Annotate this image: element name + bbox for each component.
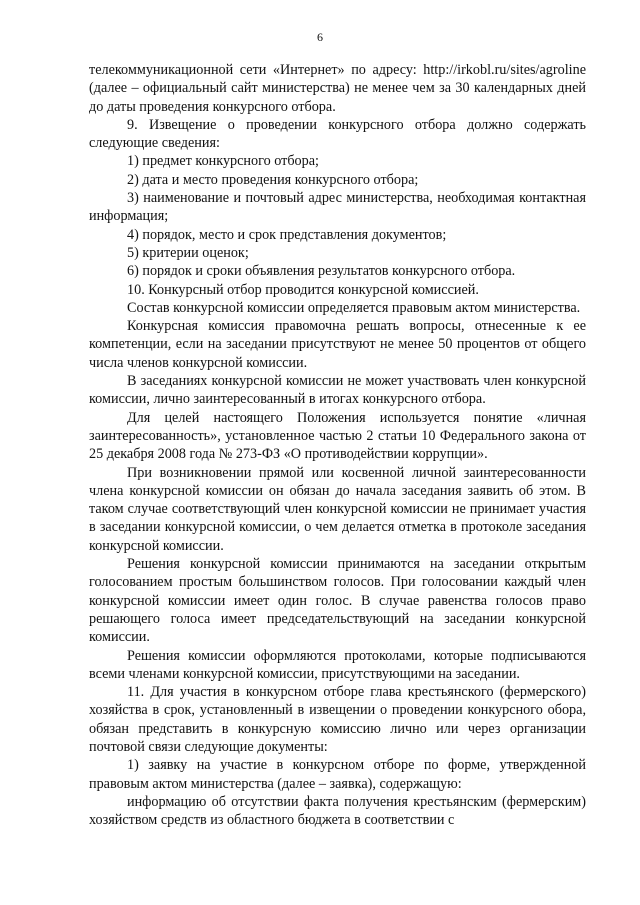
list-item: 1) предмет конкурсного отбора; — [127, 153, 319, 170]
paragraph: 11. Для участия в конкурсном отборе глава крестьянского (фермерского) хозяйства в срок, установленный в извещении о проведении конкурсного обора, обязан представить в конкурсную комиссию лично или через организации почтовой связи следующие документы: — [89, 684, 586, 755]
paragraph: Состав конкурсной комиссии определяется правовым актом министерства. — [127, 299, 581, 316]
paragraph: При возникновении прямой или косвенной личной заинтересованности члена конкурсной комиссии он обязан до начала заседания заявить об этом. В таком случае соответствующий член конкурсной комиссии не принимает участия в заседании конкурсной комиссии, о чем делается отметка в протоколе заседания конкурсной комиссии. — [89, 464, 586, 554]
list-item: 2) дата и место проведения конкурсного отбора; — [127, 171, 419, 188]
paragraph: информацию об отсутствии факта получения крестьянским (фермерским) хозяйством средств из областного бюджета в соответствии с — [89, 793, 586, 829]
list-item: 6) порядок и сроки объявления результатов конкурсного отбора. — [127, 263, 516, 280]
paragraph: Для целей настоящего Положения используется понятие «личная заинтересованность», установленное частью 2 статьи 10 Федерального закона от 25 декабря 2008 года № 273-ФЗ «О противодействии коррупции». — [89, 409, 586, 463]
paragraph: Решения конкурсной комиссии принимаются на заседании открытым голосованием простым большинством голосов. При голосовании каждый член конкурсной комиссии имеет один голос. В случае равенства голосов право решающего голоса имеет председательствующий на заседании конкурсной комиссии. — [89, 556, 586, 646]
paragraph: 10. Конкурсный отбор проводится конкурсной комиссией. — [127, 281, 479, 298]
paragraph: Решения комиссии оформляются протоколами, которые подписываются всеми членами конкурсной комиссии, присутствующими на заседании. — [89, 647, 586, 682]
document-body — [89, 61, 586, 829]
list-item: 3) наименование и почтовый адрес министерства, необходимая контактная информация; — [89, 190, 586, 225]
list-item: 4) порядок, место и срок представления документов; — [127, 226, 447, 243]
list-item: 1) заявку на участие в конкурсном отборе по форме, утвержденной правовым актом министерства (далее – заявка), содержащую: — [89, 757, 586, 792]
page-number: 6 — [317, 30, 323, 44]
paragraph: В заседаниях конкурсной комиссии не может участвовать член конкурсной комиссии, лично заинтересованный в итогах конкурсного отбора. — [89, 373, 586, 408]
paragraph: 9. Извещение о проведении конкурсного отбора должно содержать следующие сведения: — [89, 116, 586, 152]
list-item: 5) критерии оценок; — [127, 244, 249, 261]
paragraph: Конкурсная комиссия правомочна решать вопросы, отнесенные к ее компетенции, если на заседании присутствуют не менее 50 процентов от общего числа членов конкурсной комиссии. — [89, 318, 586, 371]
paragraph: телекоммуникационной сети «Интернет» по адресу: http://irkobl.ru/sites/agroline (далее – официальный сайт министерства) не менее чем за 30 календарных дней до даты проведения конкурсного отбора. — [89, 62, 586, 115]
